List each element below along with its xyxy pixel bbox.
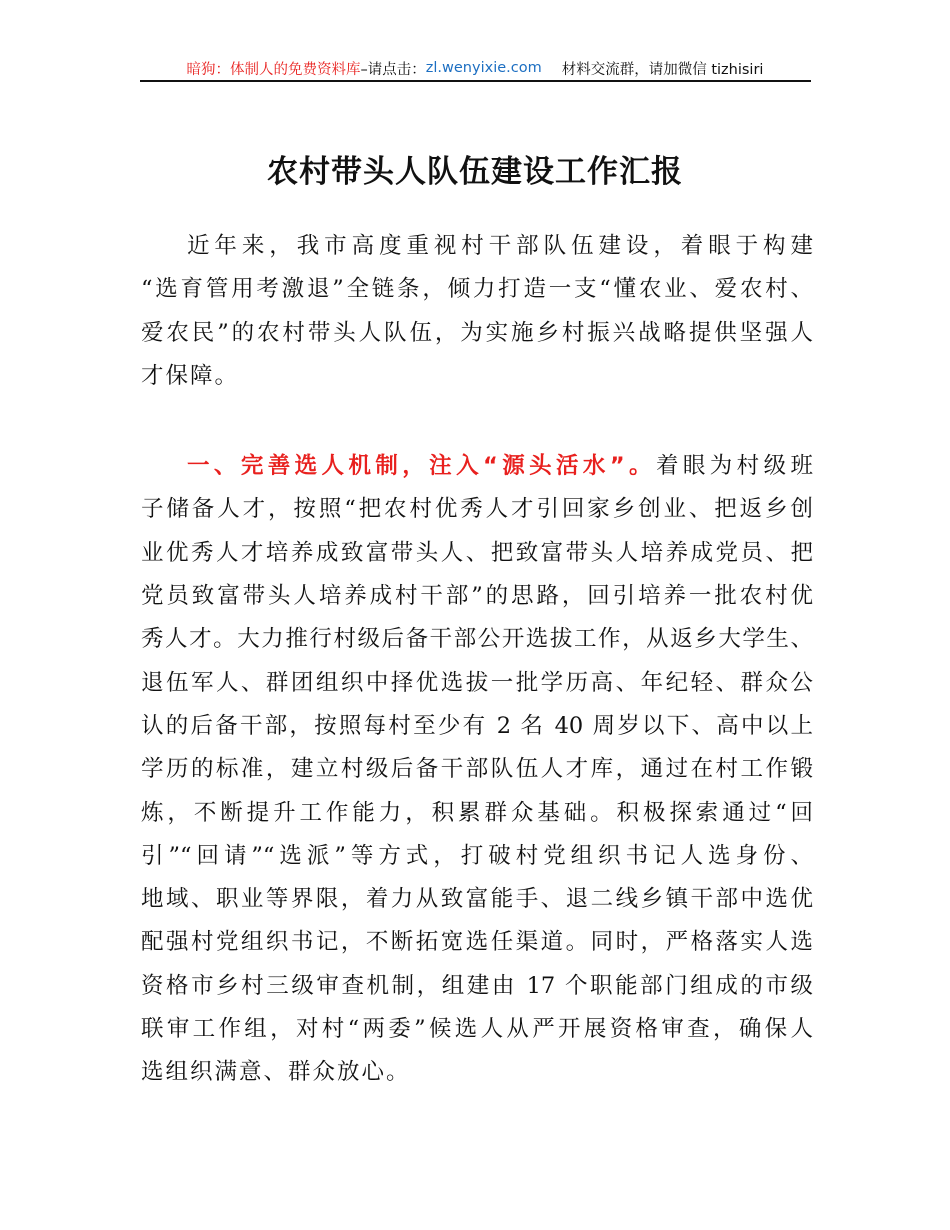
- paragraph-line: 炼，不断提升工作能力，积累群众基础。积极探索通过“回: [141, 799, 813, 826]
- document-body: [141, 225, 813, 1095]
- paragraph-line: [141, 445, 813, 488]
- paragraph-line: 近年来，我市高度重视村干部队伍建设，着眼于构建: [187, 233, 813, 259]
- paragraph-line: 联审工作组，对村“两委”候选人从严开展资格审查，确保人: [141, 1016, 813, 1043]
- paragraph-line: 爱农民”的农村带头人队伍，为实施乡村振兴战略提供坚强人: [141, 319, 813, 346]
- paragraph-line: 认的后备干部，按照每村至少有 2 名 40 周岁以下、高中以上: [141, 712, 813, 739]
- promo-link[interactable]: zl.wenyixie.com: [425, 60, 542, 76]
- document-header-banner: [140, 56, 810, 80]
- paragraph-line: 业优秀人才培养成致富带头人、把致富带头人培养成党员、把: [141, 539, 813, 566]
- paragraph-line: 党员致富带头人培养成村干部”的思路，回引培养一批农村优: [141, 583, 813, 610]
- paragraph-line: 配强村党组织书记，不断拓宽选任渠道。同时，严格落实人选: [141, 929, 813, 956]
- paragraph-line: 资格市乡村三级审查机制，组建由 17 个职能部门组成的市级: [141, 972, 813, 999]
- paragraph-line: 选组织满意、群众放心。: [141, 1059, 411, 1086]
- promo-prompt: –请点击：: [360, 61, 426, 78]
- paragraph-line: 退伍军人、群团组织中择优选拔一批学历高、年纪轻、群众公: [141, 669, 813, 696]
- paragraph-line: 秀人才。大力推行村级后备干部公开选拔工作，从返乡大学生、: [141, 626, 813, 653]
- group-contact-text: 材料交流群，请加微信 tizhisiri: [561, 61, 764, 78]
- intro-paragraph: [141, 225, 813, 398]
- header-divider: [140, 80, 811, 82]
- paragraph-line: 才保障。: [141, 362, 240, 389]
- paragraph-line: 地域、职业等界限，着力从致富能手、退二线乡镇干部中选优: [141, 886, 813, 913]
- document-title: 农村带头人队伍建设工作汇报: [267, 154, 683, 190]
- paragraph-line: “选育管用考激退”全链条，倾力打造一支“懂农业、爱农村、: [141, 276, 813, 303]
- section-1-paragraph: [141, 445, 813, 1094]
- paragraph-line: 子储备人才，按照“把农村优秀人才引回家乡创业、把返乡创: [141, 496, 813, 523]
- paragraph-line: 引”“回请”“选派”等方式，打破村党组织书记人选身份、: [141, 842, 813, 869]
- promo-text: 暗狗：体制人的免费资料库: [186, 61, 361, 78]
- section-heading: 一、完善选人机制，注入“源头活水”。: [187, 453, 656, 480]
- paragraph-line: 学历的标准，建立村级后备干部队伍人才库，通过在村工作锻: [141, 756, 813, 783]
- paragraph-text: 着眼为村级班: [655, 453, 813, 480]
